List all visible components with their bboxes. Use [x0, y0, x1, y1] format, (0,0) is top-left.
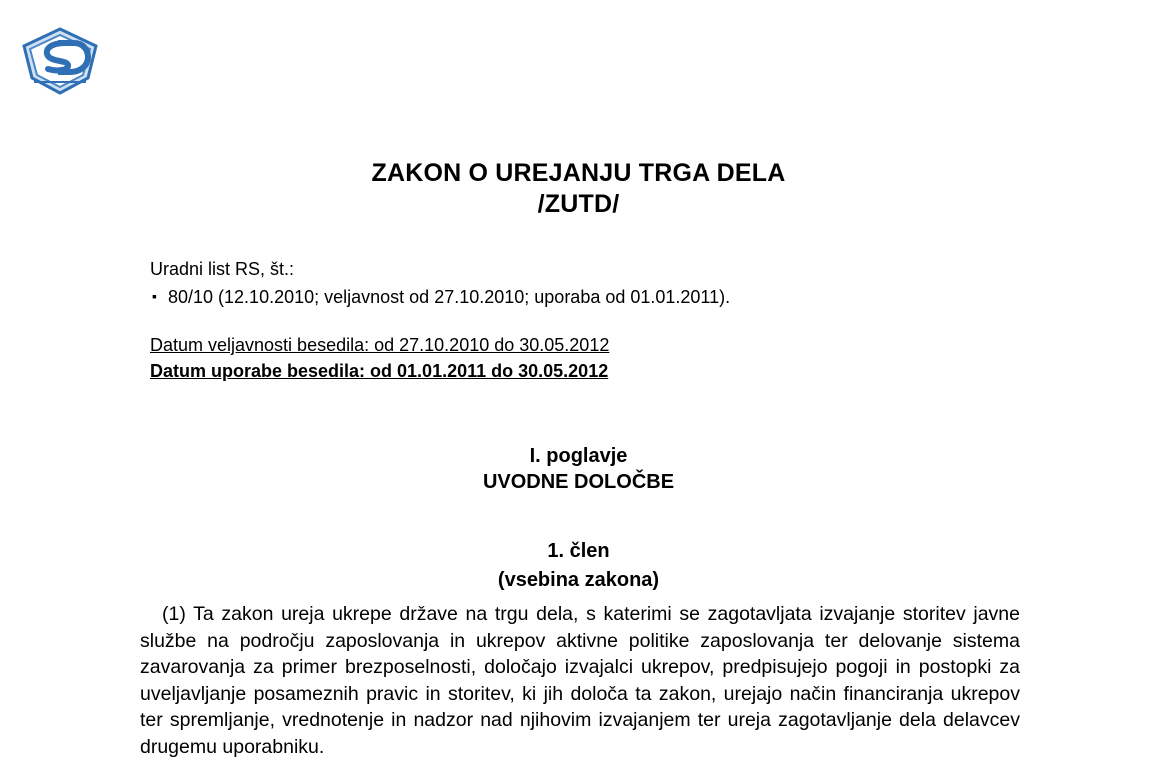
usage-date-row — [150, 359, 1030, 385]
validity-date-row — [150, 333, 1030, 359]
title-line-2: /ZUTD/ — [537, 190, 620, 218]
chapter-name: UVODNE DOLOČBE — [482, 471, 675, 493]
usage-date: Datum uporabe besedila: od 01.01.2011 do 30.05.2012 — [150, 361, 609, 381]
article-paragraph-1: (1) Ta zakon ureja ukrepe države na trgu dela, s katerimi se zagotavljata izvajanje storitev javne službe na področju zaposlovanja in ukrepov aktivne politike zaposlovanja ter delovanje sistema zavarovanja za primer brezposelnosti, določajo izvajalci ukrepov, predpisujejo pogoji in postopki za uveljavljanje posameznih pravic in storitev, ki jih določa ta zakon, urejajo način financiranja ukrepov ter spremljanje, vrednotenje in nadzor nad njihovim izvajanjem ter ureja zagotavljanje dela delavcev drugemu uporabniku. — [140, 603, 1020, 758]
chapter-heading — [0, 443, 1157, 495]
article-name: (vsebina zakona) — [497, 569, 660, 591]
gazette-entry-row — [150, 283, 1030, 311]
gazette-meta — [150, 256, 1030, 311]
chapter-number: I. poglavje — [529, 445, 628, 467]
validity-date: Datum veljavnosti besedila: od 27.10.2010 do 30.05.2012 — [150, 335, 610, 355]
validity-block — [150, 333, 1030, 385]
gazette-label: Uradni list RS, št.: — [150, 259, 295, 279]
article-number: 1. člen — [547, 540, 610, 562]
article-heading — [0, 537, 1157, 595]
gazette-entry: 80/10 (12.10.2010; veljavnost od 27.10.2010; uporaba od 01.01.2011). — [168, 287, 731, 307]
title-line-1: ZAKON O UREJANJU TRGA DELA — [371, 159, 786, 187]
document-title — [0, 158, 1157, 220]
bullet-icon: ▪ — [152, 288, 157, 304]
